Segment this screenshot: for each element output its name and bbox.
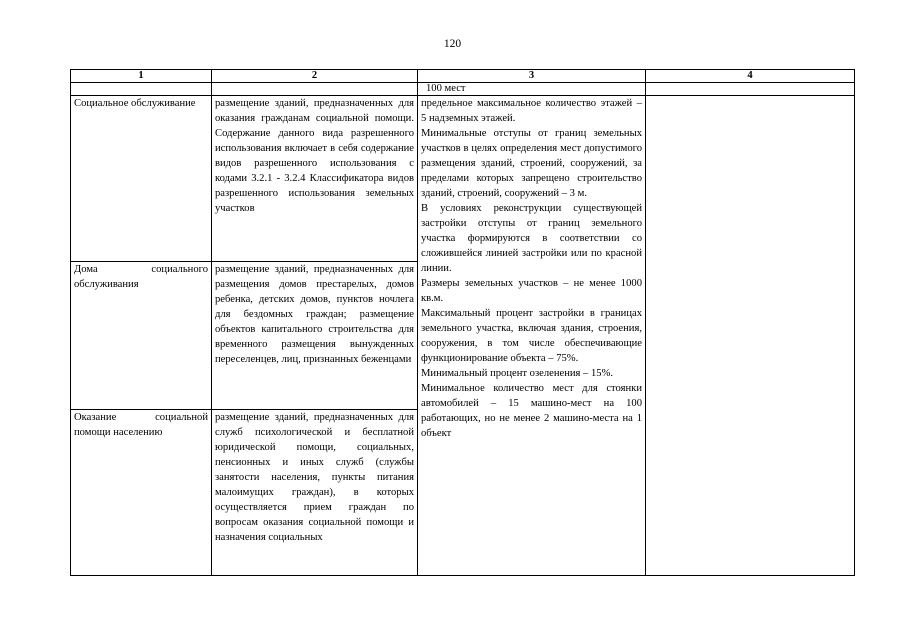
parameter-paragraph: Минимальный процент озеленения – 15%. bbox=[421, 368, 614, 379]
page-number: 120 bbox=[443, 38, 462, 50]
table-row bbox=[71, 96, 855, 262]
use-name-cell: Дома социального обслуживания bbox=[71, 262, 212, 410]
continuation-cell-2 bbox=[212, 83, 418, 96]
parameter-paragraph: Минимальные отступы от границ земельных участков в целях определения мест допустимого размещения зданий, строений, сооружений, за пределами которых запрещено строительство зданий, строений, сооружений – 3 м. bbox=[421, 128, 642, 199]
parameter-paragraph: Максимальный процент застройки в границах земельного участка, включая здания, строения, сооружения, в том числе обеспечивающие функционирование объекта – 75%. bbox=[421, 308, 642, 364]
parameter-paragraph: В условиях реконструкции существующей застройки отступы от границ земельного участка формируются в соответствии со сложившейся линией застройки или по красной линии. bbox=[421, 203, 642, 274]
use-name-cell: Оказание социальной помощи населению bbox=[71, 410, 212, 576]
header-col-2: 2 bbox=[212, 70, 418, 83]
header-col-4: 4 bbox=[646, 70, 855, 83]
continuation-cell-4 bbox=[646, 83, 855, 96]
continuation-cell-3: 100 мест bbox=[418, 83, 646, 96]
continuation-row bbox=[71, 83, 855, 96]
header-row bbox=[71, 70, 855, 83]
parameter-paragraph: Минимальное количество мест для стоянки автомобилей – 15 машино-мест на 100 работающих, но не менее 2 машино-места на 1 объект bbox=[421, 383, 642, 439]
notes-cell bbox=[646, 96, 855, 576]
land-use-table bbox=[70, 69, 855, 576]
use-description-cell: размещение зданий, предназначенных для размещения домов престарелых, домов ребенка, детских домов, пунктов ночлега для бездомных граждан; размещение объектов капитального строительства для временного размещения вынужденных переселенцев, лиц, признанных беженцами bbox=[212, 262, 418, 410]
header-col-3: 3 bbox=[418, 70, 646, 83]
continuation-cell-1 bbox=[71, 83, 212, 96]
parameter-paragraph: Размеры земельных участков – не менее 1000 кв.м. bbox=[421, 278, 642, 304]
parameters-cell bbox=[418, 96, 646, 576]
use-description-cell: размещение зданий, предназначенных для оказания гражданам социальной помощи. Содержание данного вида разрешенного использования включает в себя содержание видов разрешенного использования с кодами 3.2.1 - 3.2.4 Классификатора видов разрешенного использования земельных участков bbox=[212, 96, 418, 262]
header-col-1: 1 bbox=[71, 70, 212, 83]
parameter-paragraph: предельное максимальное количество этажей – 5 надземных этажей. bbox=[421, 98, 642, 124]
use-description-cell: размещение зданий, предназначенных для служб психологической и бесплатной юридической помощи, социальных, пенсионных и иных служб (службы занятости населения, пункты питания малоимущих граждан), в которых осуществляется прием граждан по вопросам оказания социальной помощи и назначения социальных bbox=[212, 410, 418, 576]
use-name-cell: Социальное обслуживание bbox=[71, 96, 212, 262]
